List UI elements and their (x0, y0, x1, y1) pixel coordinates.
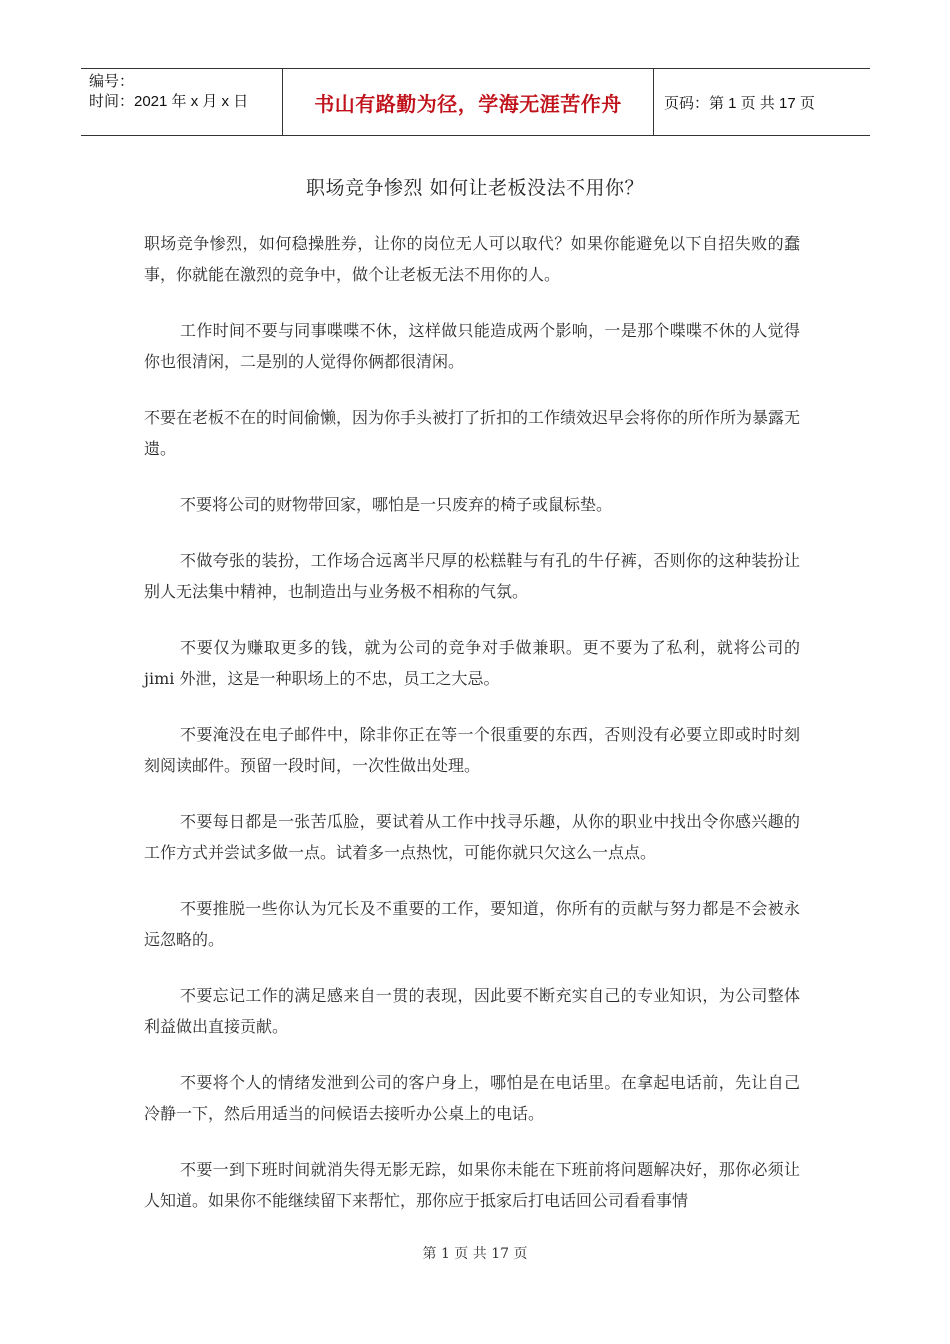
paragraph: 不要仅为赚取更多的钱，就为公司的竞争对手做兼职。更不要为了私利，就将公司的 jimi 外泄，这是一种职场上的不忠，员工之大忌。 (144, 638, 800, 688)
number-label: 编号： (89, 73, 135, 90)
paragraph: 不要淹没在电子邮件中，除非你正在等一个很重要的东西，否则没有必要立即或时时刻刻阅读邮件。预留一段时间，一次性做出处理。 (144, 725, 800, 775)
paragraph: 不要忘记工作的满足感来自一贯的表现，因此要不断充实自己的专业知识，为公司整体利益做出直接贡献。 (144, 986, 800, 1036)
motto-text: 书山有路勤为径，学海无涯苦作舟 (314, 93, 622, 116)
header-motto-cell (282, 69, 654, 135)
paragraph: 职场竞争惨烈，如何稳操胜券，让你的岗位无人可以取代？如果你能避免以下自招失败的蠢事，你就能在激烈的竞争中，做个让老板无法不用你的人。 (144, 234, 800, 284)
header-info-cell (81, 69, 282, 135)
time-label: 时间：2021 年 x 月 x 日 (89, 93, 249, 110)
paragraph: 不要将个人的情绪发泄到公司的客户身上，哪怕是在电话里。在拿起电话前，先让自己冷静一下，然后用适当的问候语去接听办公桌上的电话。 (144, 1073, 800, 1123)
paragraph: 不要在老板不在的时间偷懒，因为你手头被打了折扣的工作绩效迟早会将你的所作所为暴露无遗。 (144, 408, 801, 458)
page-header (81, 68, 870, 136)
paragraph: 不要每日都是一张苦瓜脸，要试着从工作中找寻乐趣，从你的职业中找出令你感兴趣的工作方式并尝试多做一点。试着多一点热忱，可能你就只欠这么一点点。 (144, 812, 800, 862)
document-title: 职场竞争惨烈 如何让老板没法不用你？ (305, 177, 645, 199)
header-page-cell (654, 69, 870, 135)
page-code: 页码：第 1 页 共 17 页 (664, 94, 815, 112)
paragraph: 工作时间不要与同事喋喋不休，这样做只能造成两个影响，一是那个喋喋不休的人觉得你也很清闲，二是别的人觉得你俩都很清闲。 (144, 321, 800, 371)
paragraph: 不要将公司的财物带回家，哪怕是一只废弃的椅子或鼠标垫。 (180, 495, 613, 514)
paragraph: 不做夸张的装扮，工作场合远离半尺厚的松糕鞋与有孔的牛仔裤，否则你的这种装扮让别人无法集中精神，也制造出与业务极不相称的气氛。 (144, 551, 800, 601)
document-body (144, 228, 800, 1241)
paragraph: 不要一到下班时间就消失得无影无踪，如果你未能在下班前将问题解决好，那你必须让人知道。如果你不能继续留下来帮忙，那你应于抵家后打电话回公司看看事情 (144, 1160, 800, 1210)
page-footer: 第 1 页 共 17 页 (422, 1246, 528, 1262)
paragraph: 不要推脱一些你认为冗长及不重要的工作，要知道，你所有的贡献与努力都是不会被永远忽略的。 (144, 899, 800, 949)
